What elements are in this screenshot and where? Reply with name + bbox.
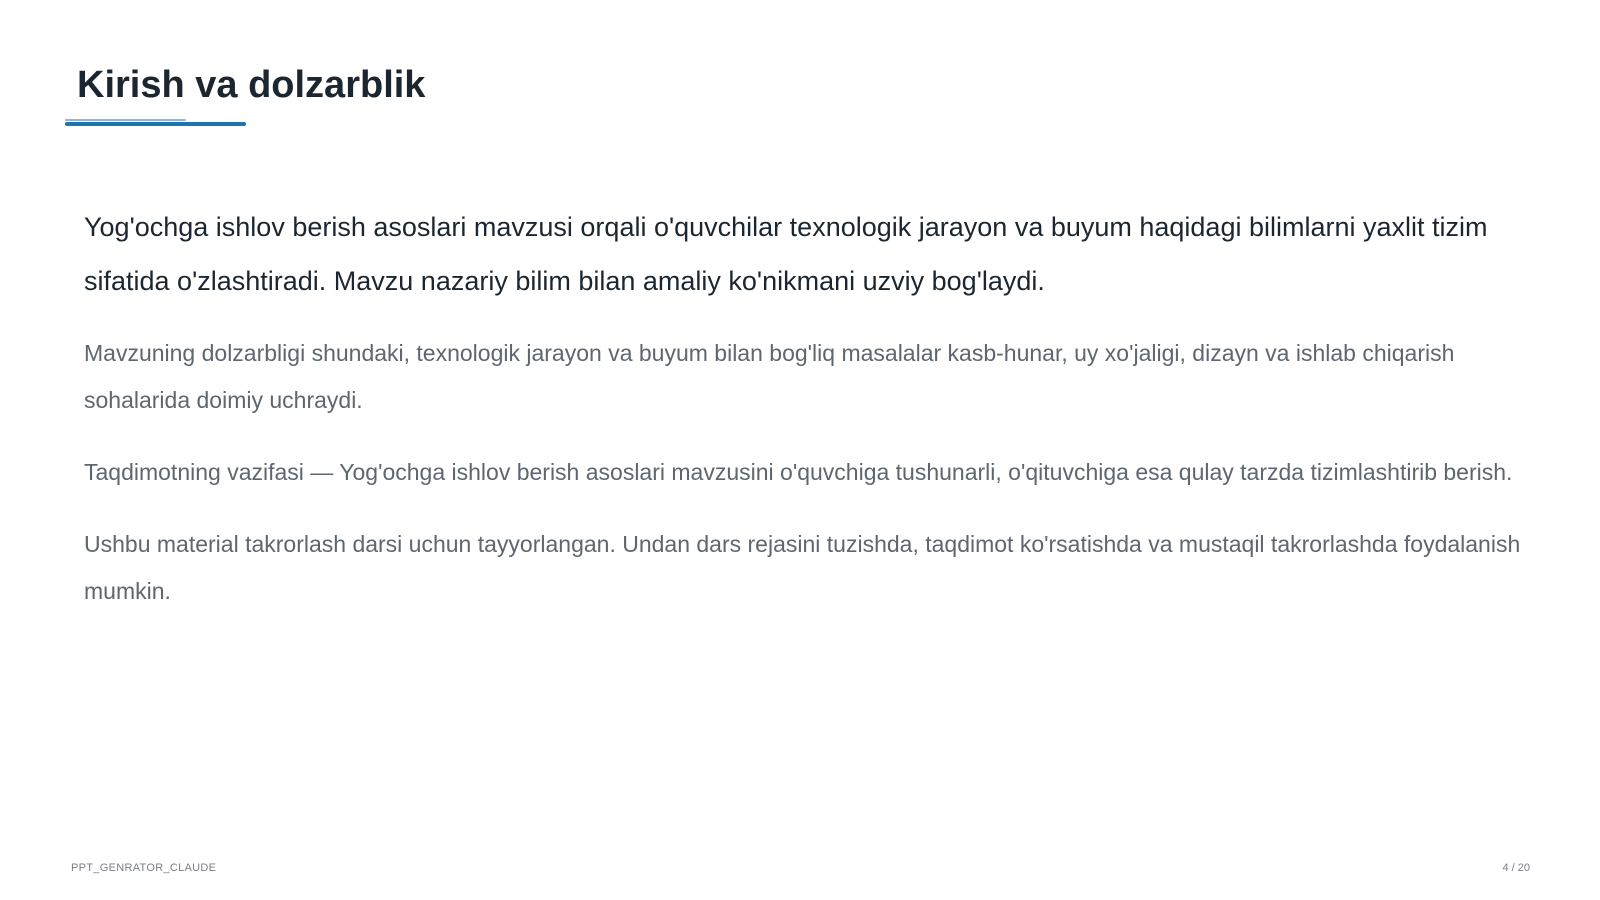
title-underline-highlight (65, 119, 186, 121)
page-number: 4 / 20 (1502, 862, 1530, 874)
body-paragraph-relevance: Mavzuning dolzarbligi shundaki, texnologik jarayon va buyum bilan bog'liq masalalar kasb-hunar, uy xo'jaligi, dizayn va ishlab chiqarish sohalarida doimiy uchraydi. (84, 340, 1455, 413)
slide-title: Kirish va dolzarblik (77, 64, 426, 106)
body-paragraph-purpose: Taqdimotning vazifasi — Yog'ochga ishlov berish asoslari mavzusini o'quvchiga tushunarli, o'qituvchiga esa qulay tarzda tizimlashtirib berish. (84, 459, 1513, 485)
footer-brand: PPT_GENRATOR_CLAUDE (71, 862, 217, 874)
lead-paragraph: Yog'ochga ishlov berish asoslari mavzusi orqali o'quvchilar texnologik jarayon va buyum haqidagi bilimlarni yaxlit tizim sifatida o'zlashtiradi. Mavzu nazariy bilim bilan amaliy ko'nikmani uzviy bog'laydi. (84, 212, 1488, 296)
body-paragraph-usage: Ushbu material takrorlash darsi uchun tayyorlangan. Undan dars rejasini tuzishda, taqdimot ko'rsatishda va mustaqil takrorlashda foydalanish mumkin. (84, 531, 1521, 604)
title-underline (65, 122, 246, 126)
slide-content (84, 200, 1524, 640)
